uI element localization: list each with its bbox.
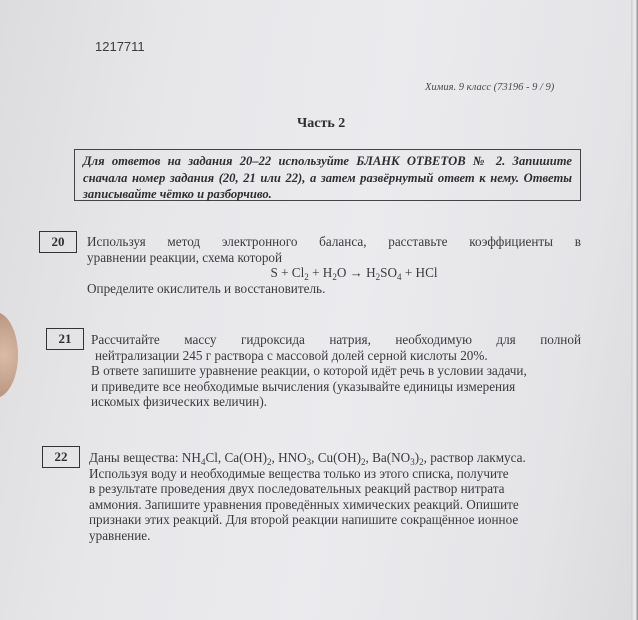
task-21-text [91,332,581,410]
task-21-line-4: и приведите все необходимые вычисления (указывайте единицы измерения [91,378,516,394]
task-20-line-1: Используя метод электронного баланса, расставьте коэффициенты в [87,234,581,249]
task-22-text [89,450,581,544]
task-20-line-2: уравнении реакции, схема которой [87,249,283,265]
task-21-line-2: нейтрализации 245 г раствора с массовой долей серной кислоты 20%. [95,347,488,363]
exam-header-note: Химия. 9 класс (73196 - 9 / 9) [425,82,555,93]
task-22-substances: Даны вещества: $NH_4Cl$, $Ca(OH)_2$, $HNO_3$, $Cu(OH)_2$, $Ba(NO_3)_2$, раствор лакмуса. [89,450,526,467]
task-number-21: 21 [46,328,84,350]
part-title: Часть 2 [297,116,346,131]
task-22-line-1: Используя воду и необходимые вещества только из этого списка, получите [89,465,509,481]
task-number-20: 20 [39,231,77,253]
instructions-box: Для ответов на задания 20–22 используйте БЛАНК ОТВЕТОВ № 2. Запишите сначала номер задания (20, 21 или 22), а затем развёрнутый ответ к нему. Ответы записывайте чётко и разборчиво. [74,149,581,201]
task-20-closing: Определите окислитель и восстановитель. [87,280,326,296]
page-edge [631,0,638,620]
task-22-line-3: аммония. Запишите уравнения проведённых химических реакций. Опишите [89,496,519,512]
task-number-22: 22 [42,446,80,468]
task-20-equation: $S + Cl_2 + H_2O \to H_2SO_4$ + HCl [270,265,438,283]
task-20-text [87,234,581,296]
task-21-line-1: Рассчитайте массу гидроксида натрия, необходимую для полной [91,332,581,347]
task-21-line-3: В ответе запишите уравнение реакции, о которой идёт речь в условии задачи, [91,363,527,379]
document-code: 1217711 [95,39,145,54]
task-22-line-5: уравнение. [89,527,151,543]
task-22-line-4: признаки этих реакций. Для второй реакции напишите сокращённое ионное [89,512,519,528]
task-22-line-2: в результате проведения двух последовательных реакций раствор нитрата [89,481,505,497]
task-21-line-5: искомых физических величин). [91,394,268,410]
